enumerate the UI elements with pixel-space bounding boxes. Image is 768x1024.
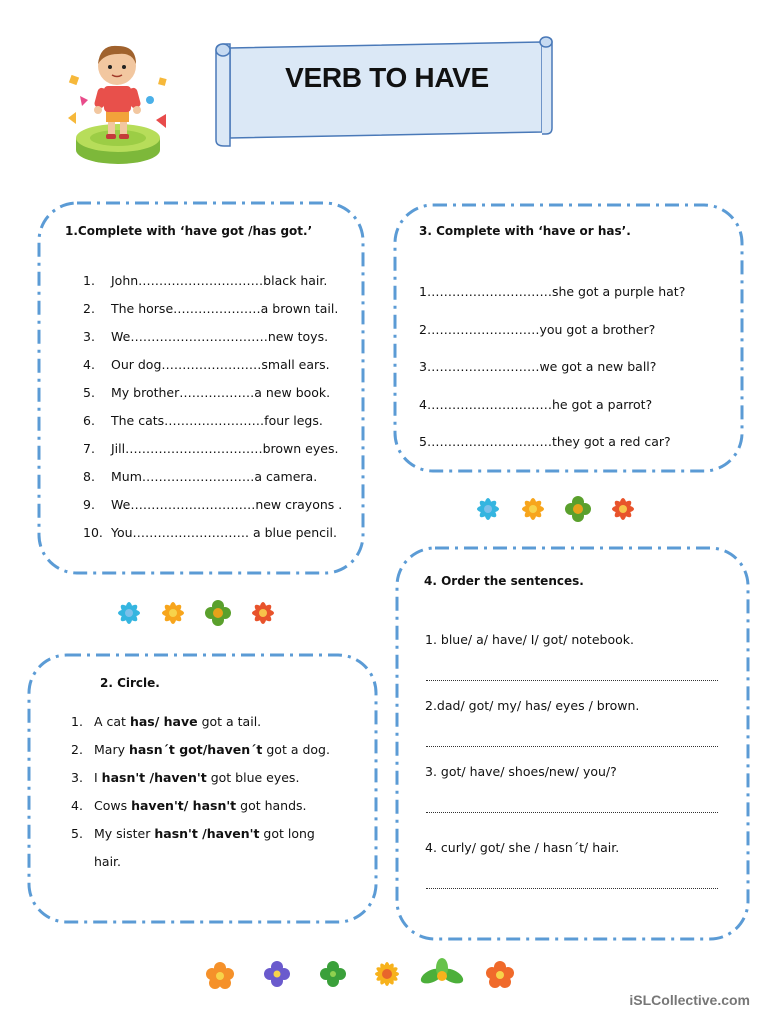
list-item (71, 826, 361, 854)
item-text[interactable]: We……………………………new toys. (111, 329, 329, 344)
item-number: 5. (71, 826, 83, 841)
answer-line[interactable] (426, 680, 718, 681)
item-text-post: got a dog. (262, 742, 330, 757)
item-text[interactable]: John…………………………black hair. (111, 273, 328, 288)
list-item[interactable]: 2………………………you got a brother? (419, 321, 656, 337)
item-number: 7. (83, 441, 95, 456)
answer-line[interactable] (426, 812, 718, 813)
exercise-3-heading: 3. Complete with ‘have or has’. (419, 224, 631, 238)
list-item[interactable]: 4…………………………he got a parrot? (419, 396, 653, 412)
orange-flower-icon (162, 602, 184, 624)
list-item (83, 301, 343, 329)
item-text[interactable]: Jill……………………………brown eyes. (111, 441, 339, 456)
exercise-3-list (419, 284, 719, 472)
exercise-4-sentence: 4. curly/ got/ she / hasn´t/ hair. (425, 840, 620, 855)
exercise-4-heading: 4. Order the sentences. (424, 574, 584, 588)
item-number: 5. (83, 385, 95, 400)
exercise-1-list (83, 273, 343, 553)
item-text-pre: Mary (94, 742, 129, 757)
blue-flower-icon (118, 602, 140, 624)
flower-row-left (111, 596, 281, 630)
item-number: 1. (83, 273, 95, 288)
item-text[interactable]: Our dog……………………small ears. (111, 357, 330, 372)
exercise-2-heading: 2. Circle. (100, 676, 160, 690)
list-item (83, 441, 343, 469)
leaf-flower-icon (419, 958, 466, 987)
exercise-2-list (71, 714, 361, 882)
answer-line[interactable] (426, 746, 718, 747)
item-text-post: got long (259, 826, 315, 841)
page-title: VERB TO HAVE (285, 62, 489, 93)
list-item (71, 770, 361, 798)
orange-flower-icon (522, 498, 544, 520)
item-text-post: got hands. (236, 798, 307, 813)
list-item (71, 714, 361, 742)
list-item (83, 273, 343, 301)
item-number: 9. (83, 497, 95, 512)
list-item (83, 357, 343, 385)
item-number: 8. (83, 469, 95, 484)
item-number: 2. (71, 742, 83, 757)
item-text[interactable]: The cats……………………four legs. (111, 413, 323, 428)
list-item (71, 742, 361, 770)
item-number: 1. (71, 714, 83, 729)
answer-line[interactable] (426, 888, 718, 889)
watermark[interactable]: iSLCollective.com (629, 992, 750, 1008)
item-text-post: got blue eyes. (206, 770, 300, 785)
list-item (83, 329, 343, 357)
item-text-pre: My sister (94, 826, 155, 841)
list-item-continuation (71, 854, 361, 882)
item-text (94, 714, 261, 729)
exercise-4-sentence: 3. got/ have/ shoes/new/ you/? (425, 764, 617, 779)
item-number: 4. (83, 357, 95, 372)
red-flower-icon (252, 602, 274, 624)
item-number: 4. (71, 798, 83, 813)
item-number: 3. (71, 770, 83, 785)
choice-options[interactable]: has/ have (129, 714, 198, 729)
boy-illustration (62, 38, 174, 168)
list-item[interactable]: 3………………………we got a new ball? (419, 359, 657, 374)
item-text[interactable]: You………………………. a blue pencil. (111, 525, 337, 540)
item-text (94, 770, 299, 785)
item-text[interactable]: Mum………………………a camera. (111, 469, 318, 484)
choice-options[interactable]: haven't/ hasn't (131, 798, 237, 813)
item-text[interactable]: The horse…………………a brown tail. (111, 301, 339, 316)
item-text-post: got a tail. (197, 714, 262, 729)
green-flower-icon (565, 496, 591, 522)
choice-options[interactable]: hasn't /haven't (154, 826, 260, 841)
flower-row-right (470, 492, 640, 526)
item-text[interactable]: My brother………………a new book. (111, 385, 331, 400)
flower-row-bottom (200, 956, 530, 996)
item-text-pre: Cows (94, 798, 132, 813)
item-number: 3. (83, 329, 95, 344)
list-item[interactable]: 1…………………………she got a purple hat? (419, 284, 686, 299)
red-orange-flower-icon (486, 961, 514, 988)
sunflower-icon (375, 962, 399, 986)
orange-flower-icon (206, 962, 234, 989)
item-text (94, 798, 307, 813)
item-text (94, 742, 330, 757)
exercise-4-sentence: 2.dad/ got/ my/ has/ eyes / brown. (425, 698, 640, 713)
list-item (83, 497, 343, 525)
item-number: 6. (83, 413, 95, 428)
green-flower-icon (205, 600, 231, 626)
choice-options[interactable]: hasn't /haven't (101, 770, 207, 785)
item-text-pre: A cat (94, 714, 130, 729)
exercise-1-heading: 1.Complete with ‘have got /has got.’ (65, 224, 313, 238)
blue-flower-icon (477, 498, 499, 520)
list-item (83, 525, 343, 553)
purple-flower-icon (264, 961, 290, 987)
exercise-4-sentence: 1. blue/ a/ have/ I/ got/ notebook. (425, 632, 634, 647)
item-text-pre: I (94, 770, 102, 785)
item-text (94, 826, 315, 841)
list-item (83, 413, 343, 441)
clover-flower-icon (320, 961, 346, 987)
red-flower-icon (612, 498, 634, 520)
choice-options[interactable]: hasn´t got/haven´t (128, 742, 263, 757)
item-text: hair. (94, 854, 122, 869)
list-item (83, 385, 343, 413)
item-number: 2. (83, 301, 95, 316)
item-number: 10. (83, 525, 103, 540)
list-item[interactable]: 5…………………………they got a red car? (419, 434, 671, 449)
list-item (71, 798, 361, 826)
list-item (83, 469, 343, 497)
item-text[interactable]: We…………………………new crayons . (111, 497, 343, 512)
